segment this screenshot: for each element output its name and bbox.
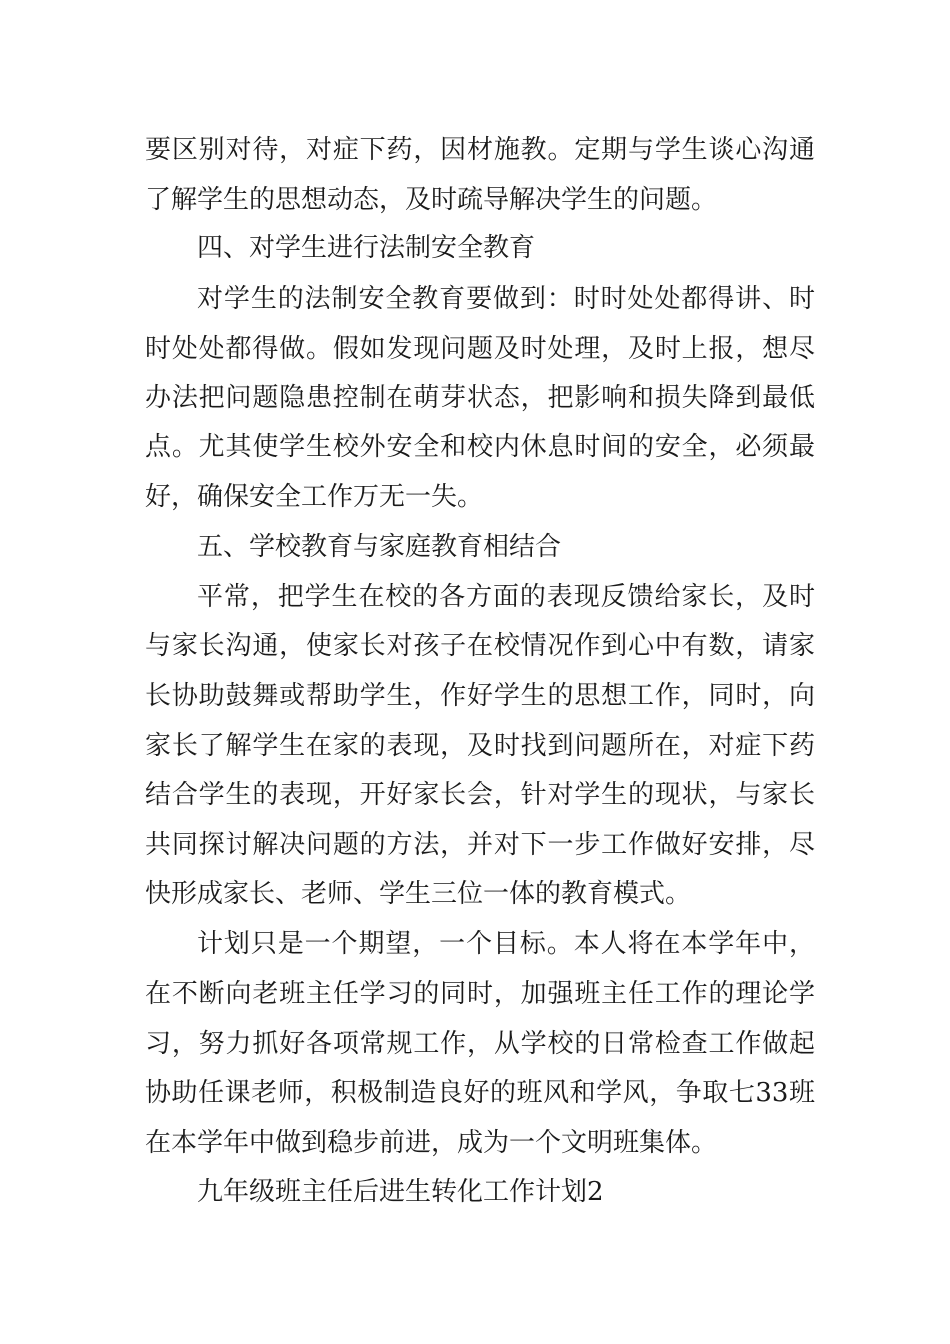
paragraph-line: 长协助鼓舞或帮助学生，作好学生的思想工作，同时，向 — [145, 681, 815, 711]
paragraph-line: 在不断向老班主任学习的同时，加强班主任工作的理论学 — [145, 979, 815, 1009]
paragraph-line: 对学生的法制安全教育要做到：时时处处都得讲、时 — [197, 284, 815, 314]
section-heading: 五、学校教育与家庭教育相结合 — [197, 532, 562, 562]
paragraph-line: 计划只是一个期望，一个目标。本人将在本学年中， — [197, 929, 815, 959]
paragraph-line: 点。尤其使学生校外安全和校内休息时间的安全，必须最 — [145, 432, 815, 462]
paragraph-line: 办法把问题隐患控制在萌芽状态，把影响和损失降到最低 — [145, 383, 815, 413]
paragraph-line: 时处处都得做。假如发现问题及时处理，及时上报，想尽 — [145, 334, 815, 364]
paragraph-line: 了解学生的思想动态，及时疏导解决学生的问题。 — [145, 185, 718, 215]
paragraph-line: 结合学生的表现，开好家长会，针对学生的现状，与家长 — [145, 780, 815, 810]
paragraph-line: 与家长沟通，使家长对孩子在校情况作到心中有数，请家 — [145, 631, 815, 661]
paragraph-line: 协助任课老师，积极制造良好的班风和学风，争取七33班 — [145, 1078, 815, 1108]
paragraph-line: 家长了解学生在家的表现，及时找到问题所在，对症下药 — [145, 731, 815, 761]
paragraph-line: 习，努力抓好各项常规工作，从学校的日常检查工作做起 — [145, 1029, 815, 1059]
paragraph-line: 要区别对待，对症下药，因材施教。定期与学生谈心沟通 — [145, 135, 815, 165]
paragraph-line: 共同探讨解决问题的方法，并对下一步工作做好安排，尽 — [145, 830, 815, 860]
paragraph-line: 在本学年中做到稳步前进，成为一个文明班集体。 — [145, 1128, 718, 1158]
paragraph-line: 快形成家长、老师、学生三位一体的教育模式。 — [145, 879, 692, 909]
paragraph-line: 平常，把学生在校的各方面的表现反馈给家长，及时 — [197, 582, 815, 612]
paragraph-line: 好，确保安全工作万无一失。 — [145, 482, 484, 512]
section-heading: 九年级班主任后进生转化工作计划2 — [197, 1177, 604, 1207]
section-heading: 四、对学生进行法制安全教育 — [197, 233, 536, 263]
